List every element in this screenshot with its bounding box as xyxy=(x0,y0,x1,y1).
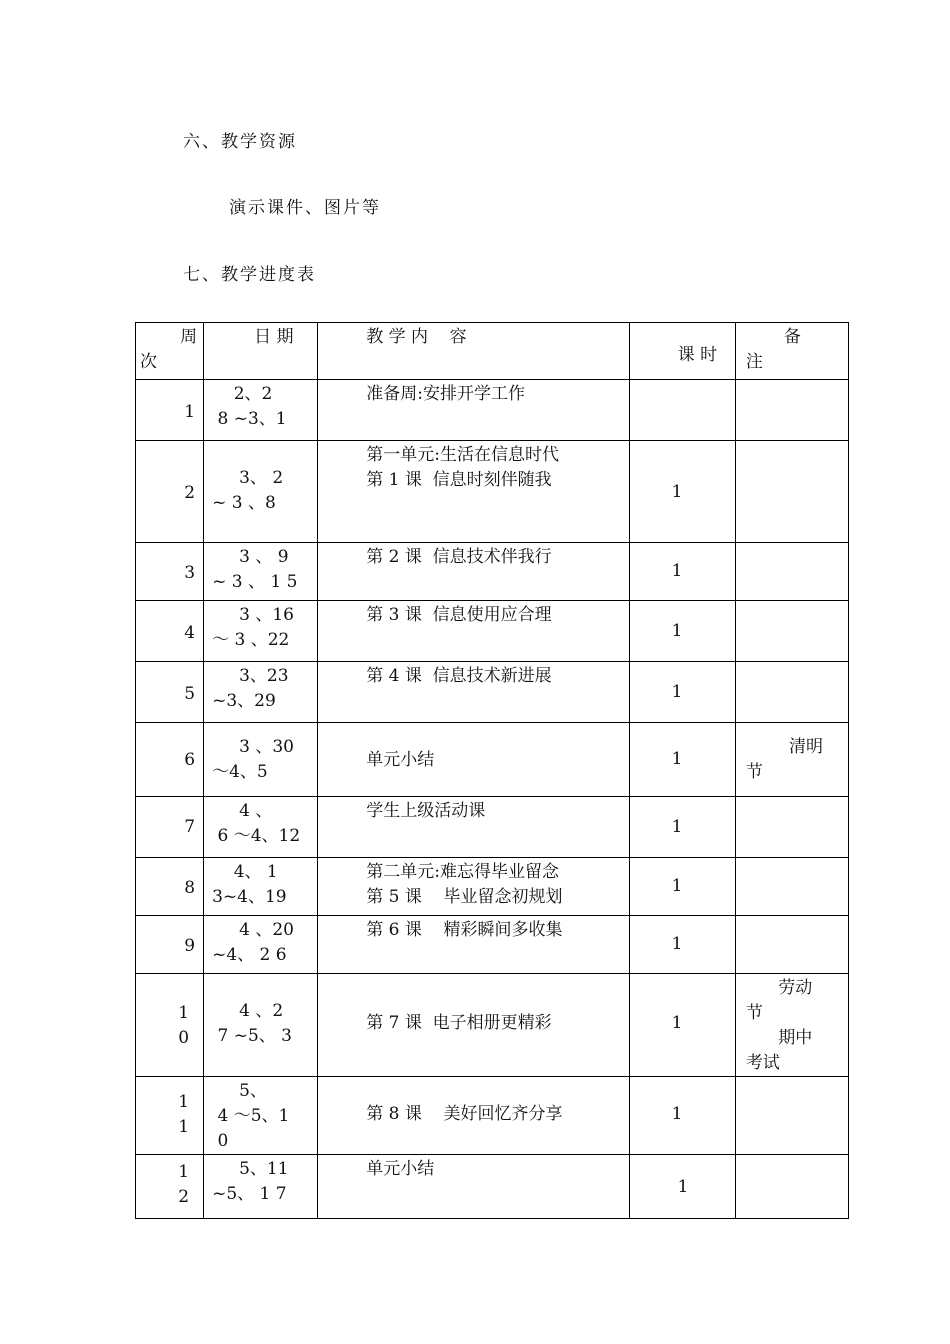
cell-note xyxy=(735,1155,848,1219)
lesson-content: 第 8 课 美好回忆齐分享 xyxy=(366,1104,563,1124)
class-hours: 1 xyxy=(671,1013,683,1033)
header-hours xyxy=(629,323,735,380)
cell-date xyxy=(204,916,318,974)
header-note-line1: 备 xyxy=(783,327,801,347)
week-number: 9 xyxy=(184,936,196,956)
class-hours: 1 xyxy=(671,749,683,769)
cell-hours xyxy=(629,1155,735,1219)
header-week-line1: 周 xyxy=(180,327,198,347)
cell-content xyxy=(318,441,629,543)
week-number: 2 xyxy=(184,483,196,503)
table-row xyxy=(136,441,849,543)
header-week xyxy=(136,323,204,380)
week-number: 1 xyxy=(184,402,196,422)
class-hours: 1 xyxy=(671,934,683,954)
resources-heading: 六、教学资源 xyxy=(183,132,297,152)
cell-hours xyxy=(629,974,735,1077)
cell-note xyxy=(735,858,848,916)
cell-date xyxy=(204,1077,318,1155)
date-range: 4 、20 ~4、 2 6 xyxy=(212,920,294,965)
cell-date xyxy=(204,543,318,601)
lesson-content: 第二单元:难忘得毕业留念 第 5 课 毕业留念初规划 xyxy=(366,862,563,907)
class-hours: 1 xyxy=(671,1104,683,1124)
cell-week xyxy=(136,916,204,974)
class-hours: 1 xyxy=(671,482,683,502)
cell-content xyxy=(318,916,629,974)
header-note-line2: 注 xyxy=(745,352,763,372)
table-row xyxy=(136,723,849,797)
date-range: 5、 4 ～5、1 0 xyxy=(217,1081,290,1151)
cell-hours xyxy=(629,858,735,916)
cell-note xyxy=(735,380,848,441)
date-range: 3、23 ~3、29 xyxy=(212,666,289,711)
week-number: 3 xyxy=(184,563,196,583)
resources-text: 演示课件、图片等 xyxy=(229,198,381,218)
date-range: 3、 2 ~ 3 、8 xyxy=(212,468,284,513)
cell-content xyxy=(318,797,629,858)
cell-content xyxy=(318,723,629,797)
cell-content xyxy=(318,1155,629,1219)
note-text xyxy=(736,441,848,443)
note-text xyxy=(736,662,848,664)
class-hours: 1 xyxy=(677,1177,689,1197)
note-text xyxy=(736,601,848,603)
table-row xyxy=(136,662,849,723)
week-number: 4 xyxy=(184,623,196,643)
cell-week xyxy=(136,723,204,797)
class-hours: 1 xyxy=(671,817,683,837)
class-hours: 1 xyxy=(671,561,683,581)
header-hours-label: 课 时 xyxy=(677,345,718,365)
note-text: 劳动 节 期中 考试 xyxy=(745,978,813,1073)
header-content xyxy=(318,323,629,380)
cell-content xyxy=(318,1077,629,1155)
date-range: 5、11 ~5、 1 7 xyxy=(212,1159,289,1204)
lesson-content: 第 7 课 电子相册更精彩 xyxy=(366,1013,552,1033)
date-range: 2、2 8 ~3、1 xyxy=(217,384,287,429)
week-number: 5 xyxy=(184,684,196,704)
table-row xyxy=(136,601,849,662)
cell-week xyxy=(136,797,204,858)
cell-week xyxy=(136,858,204,916)
cell-week xyxy=(136,662,204,723)
class-hours: 1 xyxy=(671,682,683,702)
note-text: 清明 节 xyxy=(745,737,824,782)
lesson-content: 第一单元:生活在信息时代 第 1 课 信息时刻伴随我 xyxy=(366,445,559,490)
cell-note xyxy=(735,441,848,543)
table-row xyxy=(136,916,849,974)
table-row xyxy=(136,974,849,1077)
week-number: 7 xyxy=(184,817,196,837)
cell-week xyxy=(136,380,204,441)
week-number: 6 xyxy=(184,750,196,770)
note-text xyxy=(736,916,848,918)
cell-hours xyxy=(629,601,735,662)
lesson-content: 第 4 课 信息技术新进展 xyxy=(366,666,552,686)
table-row xyxy=(136,380,849,441)
table-row xyxy=(136,1155,849,1219)
lesson-content: 单元小结 xyxy=(366,1159,435,1179)
table-row xyxy=(136,858,849,916)
cell-hours xyxy=(629,380,735,441)
lesson-content: 学生上级活动课 xyxy=(366,801,486,821)
class-hours: 1 xyxy=(671,621,683,641)
week-number: 1 1 xyxy=(178,1092,190,1137)
lesson-content: 准备周:安排开学工作 xyxy=(366,384,525,404)
cell-date xyxy=(204,858,318,916)
header-note xyxy=(735,323,848,380)
date-range: 4、 1 3~4、19 xyxy=(212,862,287,907)
lesson-content: 第 6 课 精彩瞬间多收集 xyxy=(366,920,563,940)
cell-week xyxy=(136,1155,204,1219)
lesson-content: 第 3 课 信息使用应合理 xyxy=(366,605,552,625)
class-hours: 1 xyxy=(671,876,683,896)
cell-hours xyxy=(629,916,735,974)
cell-date xyxy=(204,974,318,1077)
cell-content xyxy=(318,601,629,662)
cell-content xyxy=(318,858,629,916)
date-range: 4 、 6 ～4、12 xyxy=(217,801,301,846)
header-week-line2: 次 xyxy=(140,352,157,372)
date-range: 3 、16 ～ 3 、22 xyxy=(212,605,294,650)
schedule-heading: 七、教学进度表 xyxy=(183,265,316,285)
cell-hours xyxy=(629,797,735,858)
cell-note xyxy=(735,797,848,858)
cell-note xyxy=(735,974,848,1077)
cell-note xyxy=(735,723,848,797)
date-range: 3 、30 ～4、5 xyxy=(212,737,294,782)
cell-note xyxy=(735,601,848,662)
cell-hours xyxy=(629,1077,735,1155)
cell-hours xyxy=(629,723,735,797)
cell-date xyxy=(204,601,318,662)
cell-note xyxy=(735,662,848,723)
cell-date xyxy=(204,441,318,543)
cell-hours xyxy=(629,543,735,601)
date-range: 4 、2 7 ~5、 3 xyxy=(217,1001,292,1046)
cell-content xyxy=(318,543,629,601)
cell-note xyxy=(735,543,848,601)
week-number: 1 0 xyxy=(178,1003,190,1048)
header-date xyxy=(204,323,318,380)
note-text xyxy=(736,1077,848,1079)
cell-content xyxy=(318,974,629,1077)
cell-content xyxy=(318,662,629,723)
schedule-table xyxy=(135,322,849,1219)
week-number: 1 2 xyxy=(178,1162,190,1207)
cell-week xyxy=(136,1077,204,1155)
cell-date xyxy=(204,380,318,441)
lesson-content: 单元小结 xyxy=(366,750,435,770)
note-text xyxy=(736,380,848,382)
week-number: 8 xyxy=(184,878,196,898)
note-text xyxy=(736,858,848,860)
cell-hours xyxy=(629,441,735,543)
table-row xyxy=(136,797,849,858)
note-text xyxy=(736,797,848,799)
cell-week xyxy=(136,441,204,543)
table-header-row xyxy=(136,323,849,380)
cell-week xyxy=(136,543,204,601)
header-date-label: 日 期 xyxy=(254,327,294,347)
lesson-content: 第 2 课 信息技术伴我行 xyxy=(366,547,552,567)
cell-week xyxy=(136,974,204,1077)
cell-date xyxy=(204,662,318,723)
cell-date xyxy=(204,1155,318,1219)
table-row xyxy=(136,543,849,601)
cell-week xyxy=(136,601,204,662)
header-content-label: 教 学 内 容 xyxy=(366,327,467,347)
date-range: 3 、 9 ~ 3 、 1 5 xyxy=(212,547,298,592)
cell-date xyxy=(204,723,318,797)
cell-hours xyxy=(629,662,735,723)
note-text xyxy=(736,1155,848,1157)
cell-content xyxy=(318,380,629,441)
cell-note xyxy=(735,916,848,974)
note-text xyxy=(736,543,848,545)
table-row xyxy=(136,1077,849,1155)
cell-note xyxy=(735,1077,848,1155)
cell-date xyxy=(204,797,318,858)
